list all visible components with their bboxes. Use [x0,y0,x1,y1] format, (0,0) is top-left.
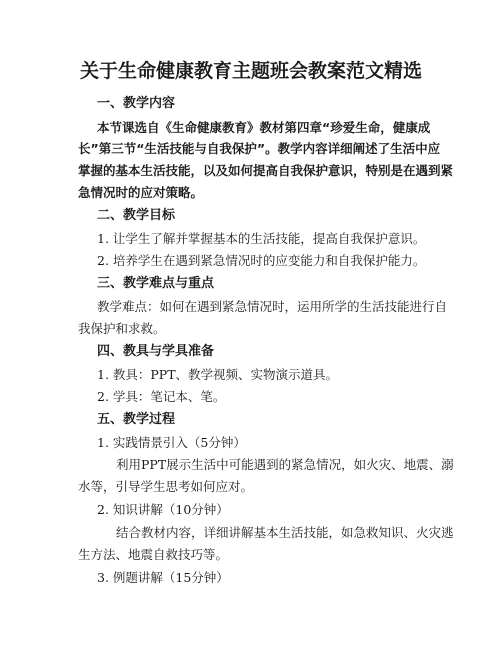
document-title: 关于生命健康教育主题班会教案范文精选 [79,60,422,82]
step-heading: 2. 知识讲解（10分钟） [97,502,229,517]
paragraph-line: 我保护和求救。 [78,321,166,336]
step-heading: 3. 例题讲解（15分钟） [97,570,229,585]
section-heading-process: 五、教学过程 [97,412,176,427]
section-heading-teaching-goals: 二、教学目标 [97,208,176,223]
paragraph-line: 结合教材内容，详细讲解基本生活技能，如急救知识、火灾逃 [116,525,454,540]
list-item: 2. 培养学生在遇到紧急情况时的应变能力和自我保护能力。 [97,253,426,268]
section-heading-teaching-content: 一、教学内容 [97,96,176,111]
list-item: 1. 教具：PPT、教学视频、实物演示道具。 [97,367,339,382]
paragraph-line: 掌握的基本生活技能，以及如何提高自我保护意识，特别是在遇到紧 [78,163,454,178]
paragraph-line: 利用PPT展示生活中可能遇到的紧急情况，如火灾、地震、溺 [116,457,454,472]
step-heading: 1. 实践情景引入（5分钟） [97,435,246,450]
paragraph-line: 长”第三节“生活技能与自我保护”。教学内容详细阐述了生活中应 [78,141,441,156]
paragraph-line: 教学难点：如何在遇到紧急情况时，运用所学的生活技能进行自 [97,299,448,314]
paragraph-line: 生方法、地震自救技巧等。 [78,547,229,562]
list-item: 2. 学具：笔记本、笔。 [97,389,226,404]
paragraph-line: 水等，引导学生思考如何应对。 [78,479,254,494]
list-item: 1. 让学生了解并掌握基本的生活技能，提高自我保护意识。 [97,231,426,246]
paragraph-line: 本节课选自《生命健康教育》教材第四章“珍爱生命，健康成 [97,120,431,135]
section-heading-materials: 四、教具与学具准备 [97,344,215,359]
paragraph-line: 急情况时的应对策略。 [78,185,204,200]
section-heading-difficulties: 三、教学难点与重点 [97,276,215,291]
